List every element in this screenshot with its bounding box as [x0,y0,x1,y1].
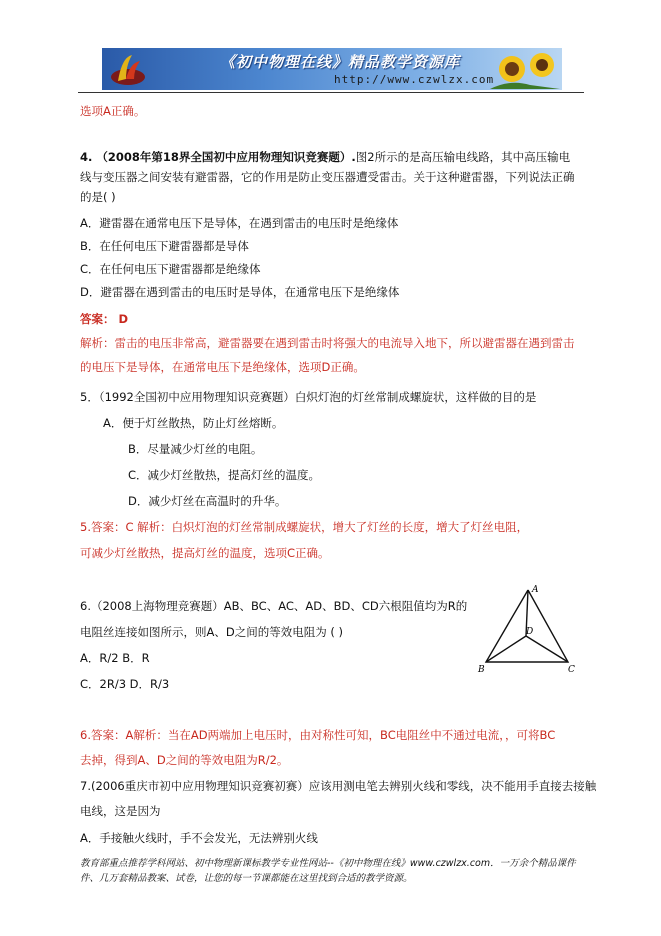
question-4-explanation-1: 解析：雷击的电压非常高，避雷器要在遇到雷击时将强大的电流导入地下，所以避雷器在遇到雷击 [80,336,575,350]
page-footer [80,856,590,886]
question-4-explanation-2: 的电压下是导体，在通常电压下是绝缘体，选项D正确。 [80,360,365,374]
question-4-line-1 [80,149,570,165]
question-6-answer-2: 去掉，得到A、D之间的等效电阻为R/2。 [80,753,289,767]
header-banner [102,48,562,90]
question-4-option-a: A．避雷器在通常电压下是导体，在遇到雷击的电压时是绝缘体 [80,216,399,230]
question-7-stem-2: 电线，这是因为 [80,804,161,818]
question-4-line-3: 的是( ) [80,190,116,204]
figure-label-d: D [526,627,534,637]
question-6-stem-2: 电阻丝连接如图所示，则A、D之间的等效电阻为 ( ) [80,625,344,639]
banner-title: 《初中物理在线》精品教学资源库 [220,53,461,71]
sunflower-image [490,49,560,89]
question-7-option-a: A．手接触火线时，手不会发光，无法辨别火线 [80,831,318,845]
question-4-option-c: C．在任何电压下避雷器都是绝缘体 [80,262,261,276]
question-4-line-2: 线与变压器之间安装有避雷器，它的作用是防止变压器遭受雷击。关于这种避雷器，下列说法正确 [80,170,575,184]
question-6-stem-1: 6.（2008上海物理竞赛题）AB、BC、AC、AD、BD、CD六根阻值均为R的 [80,599,468,613]
footer-line-1: 教育部重点推荐学科网站、初中物理新课标教学专业性网站--《初中物理在线》www.czwlzx.com．一万余个精品课件 [80,858,576,869]
figure-label-c: C [568,665,575,675]
question-5-option-c: C．减少灯丝散热，提高灯丝的温度。 [128,468,321,482]
question-6-answer-1: 6.答案：A解析：当在AD两端加上电压时，由对称性可知，BC电阻丝中不通过电流，，可将BC [80,728,556,742]
site-logo-icon [108,51,148,87]
header-divider [78,92,584,93]
question-5-answer-2: 可减少灯丝散热，提高灯丝的温度，选项C正确。 [80,546,330,560]
question-5-answer-1: 5.答案：C 解析：白炽灯泡的灯丝常制成螺旋状，增大了灯丝的长度，增大了灯丝电阻， [80,520,529,534]
prev-answer-line: 选项A正确。 [80,104,146,118]
banner-url: http://www.czwlzx.com [334,73,495,86]
question-5-option-b: B．尽量减少灯丝的电阻。 [128,442,263,456]
question-6-options-cd: C．2R/3 D．R/3 [80,677,170,691]
question-4-source: 4. （2008年第18界全国初中应用物理知识竞赛题）. [80,150,356,164]
question-4-stem-1: 图2所示的是高压输电线路，其中高压输电 [355,150,571,164]
question-4-option-b: B．在任何电压下避雷器都是导体 [80,239,249,253]
resistor-tetrahedron-figure [476,584,582,676]
question-7-stem-1: 7.(2006重庆市初中应用物理知识竞赛初赛）应该用测电笔去辨别火线和零线，决不能用手直接去接触 [80,779,597,793]
footer-line-2: 件、几万套精品教案、试卷，让您的每一节课都能在这里找到合适的教学资源。 [80,873,413,884]
question-5-stem: 5．（1992全国初中应用物理知识竞赛题）白炽灯泡的灯丝常制成螺旋状，这样做的目的是 [80,390,537,404]
question-6-options-ab: A．R/2 B．R [80,651,150,665]
question-4-option-d: D．避雷器在遇到雷击的电压时是导体，在通常电压下是绝缘体 [80,285,400,299]
question-5-option-d: D．减少灯丝在高温时的升华。 [128,494,287,508]
question-4-answer: 答案： D [80,312,129,326]
question-5-option-a: A．便于灯丝散热，防止灯丝熔断。 [103,416,284,430]
figure-label-b: B [478,665,485,675]
figure-label-a: A [532,585,539,595]
